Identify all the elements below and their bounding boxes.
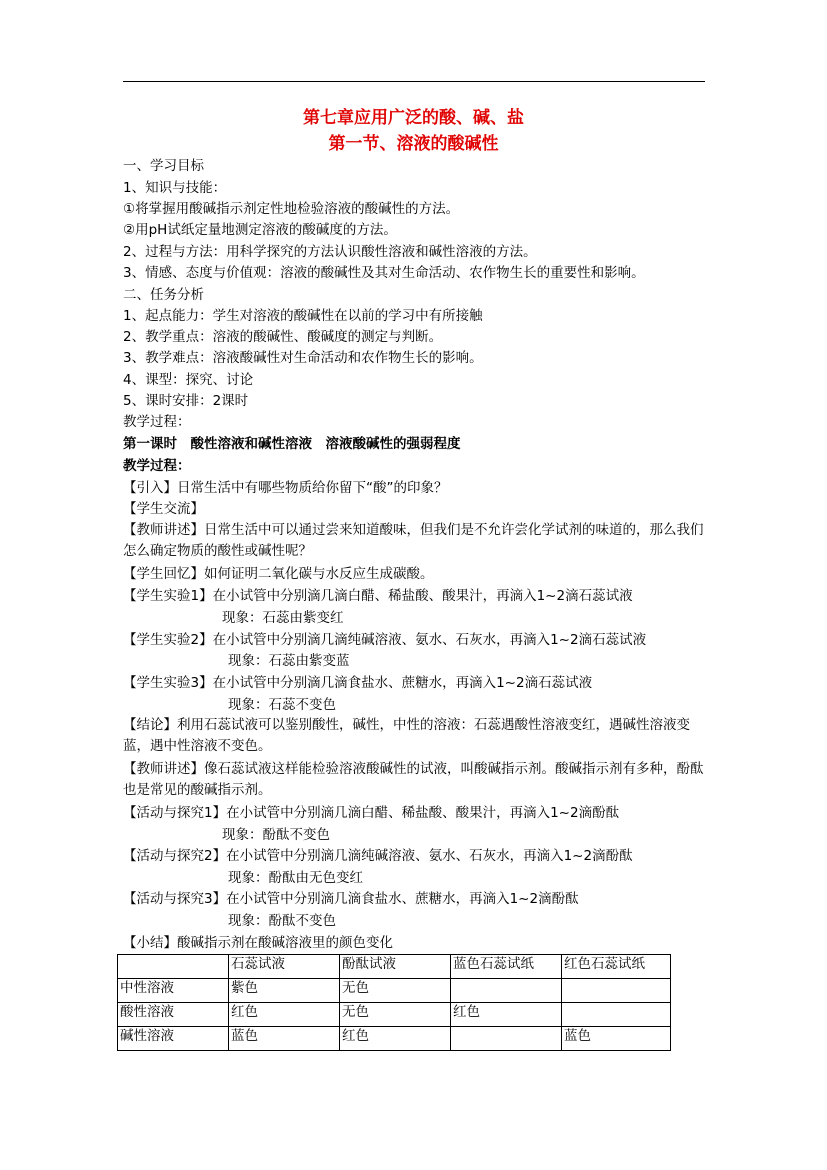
table-row xyxy=(118,1027,671,1051)
table-cell: 蓝色 xyxy=(562,1027,671,1051)
text-line: 【学生实验1】在小试管中分别滴几滴白醋、稀盐酸、酸果汁，再滴入1~2滴石蕊试液 xyxy=(123,588,633,604)
table-cell xyxy=(451,1027,562,1051)
text-line: 2、教学重点：溶液的酸碱性、酸碱度的测定与判断。 xyxy=(123,329,443,345)
text-line: 1、起点能力：学生对溶液的酸碱性在以前的学习中有所接触 xyxy=(123,308,483,324)
text-line: 教学过程： xyxy=(123,414,191,430)
table-cell: 无色 xyxy=(340,1003,451,1027)
lesson-heading: 第一课时 酸性溶液和碱性溶液 溶液酸碱性的强弱程度 xyxy=(123,436,461,452)
text-line: 【学生实验3】在小试管中分别滴几滴食盐水、蔗糖水，再滴入1~2滴石蕊试液 xyxy=(123,675,593,691)
table-cell: 红色 xyxy=(451,1003,562,1027)
table-cell: 红色石蕊试纸 xyxy=(562,955,671,979)
paragraph: 【结论】利用石蕊试液可以鉴别酸性，碱性，中性的溶液：石蕊遇酸性溶液变红，遇碱性溶液变蓝，遇中性溶液不变色。 xyxy=(123,717,690,754)
table-header-row xyxy=(118,955,671,979)
chapter-title: 第七章应用广泛的酸、碱、盐 xyxy=(303,108,524,128)
heading-objectives: 一、学习目标 xyxy=(123,158,204,174)
table-cell: 酸性溶液 xyxy=(118,1003,229,1027)
text-line: 3、情感、态度与价值观：溶液的酸碱性及其对生命活动、农作物生长的重要性和影响。 xyxy=(123,265,645,281)
text-line: ②用pH试纸定量地测定溶液的酸碱度的方法。 xyxy=(123,222,397,238)
table-cell: 无色 xyxy=(340,979,451,1003)
observation-line: 现象：石蕊由紫变蓝 xyxy=(228,653,350,669)
observation-line: 现象：石蕊由紫变红 xyxy=(222,610,344,626)
section-title: 第一节、溶液的酸碱性 xyxy=(328,134,499,154)
observation-line: 现象：酚酞不变色 xyxy=(222,827,330,843)
table-cell xyxy=(562,1003,671,1027)
text-line: 【学生回忆】如何证明二氧化碳与水反应生成碳酸。 xyxy=(123,566,434,582)
header-rule xyxy=(123,81,705,82)
table-cell: 石蕊试液 xyxy=(229,955,340,979)
table-row xyxy=(118,1003,671,1027)
observation-line: 现象：石蕊不变色 xyxy=(228,697,336,713)
process-heading: 教学过程： xyxy=(123,458,191,474)
heading-task-analysis: 二、任务分析 xyxy=(123,287,204,303)
text-line: 5、课时安排：2课时 xyxy=(123,393,249,409)
table-row xyxy=(118,979,671,1003)
table-cell: 红色 xyxy=(340,1027,451,1051)
observation-line: 现象：酚酞不变色 xyxy=(228,913,336,929)
indicator-color-table xyxy=(117,954,671,1051)
table-cell: 酚酞试液 xyxy=(340,955,451,979)
table-cell xyxy=(451,979,562,1003)
table-cell xyxy=(118,955,229,979)
text-line: 【小结】酸碱指示剂在酸碱溶液里的颜色变化 xyxy=(123,935,393,951)
text-line: 【活动与探究3】在小试管中分别滴几滴食盐水、蔗糖水，再滴入1~2滴酚酞 xyxy=(123,891,579,907)
table-cell: 紫色 xyxy=(229,979,340,1003)
text-line: 【学生交流】 xyxy=(123,501,204,517)
text-line: 4、课型：探究、讨论 xyxy=(123,372,254,388)
table-cell: 中性溶液 xyxy=(118,979,229,1003)
text-line: 3、教学难点：溶液酸碱性对生命活动和农作物生长的影响。 xyxy=(123,350,483,366)
text-line: 1、知识与技能： xyxy=(123,180,227,196)
paragraph: 【教师讲述】日常生活中可以通过尝来知道酸味，但我们是不允许尝化学试剂的味道的，那么我们怎么确定物质的酸性或碱性呢？ xyxy=(123,522,704,559)
table-cell xyxy=(562,979,671,1003)
text-line: 【活动与探究2】在小试管中分别滴几滴纯碱溶液、氨水、石灰水，再滴入1~2滴酚酞 xyxy=(123,848,633,864)
text-line: 【活动与探究1】在小试管中分别滴几滴白醋、稀盐酸、酸果汁，再滴入1~2滴酚酞 xyxy=(123,805,620,821)
table-cell: 蓝色 xyxy=(229,1027,340,1051)
text-line: 【学生实验2】在小试管中分别滴几滴纯碱溶液、氨水、石灰水，再滴入1~2滴石蕊试液 xyxy=(123,632,647,648)
table-cell: 碱性溶液 xyxy=(118,1027,229,1051)
text-line: 【引入】日常生活中有哪些物质给你留下“酸”的印象？ xyxy=(123,480,448,496)
table-cell: 红色 xyxy=(229,1003,340,1027)
table-cell: 蓝色石蕊试纸 xyxy=(451,955,562,979)
observation-line: 现象：酚酞由无色变红 xyxy=(228,870,363,886)
paragraph: 【教师讲述】像石蕊试液这样能检验溶液酸碱性的试液，叫酸碱指示剂。酸碱指示剂有多种，酚酞也是常见的酸碱指示剂。 xyxy=(123,761,704,798)
text-line: ①将掌握用酸碱指示剂定性地检验溶液的酸碱性的方法。 xyxy=(123,201,460,217)
text-line: 2、过程与方法：用科学探究的方法认识酸性溶液和碱性溶液的方法。 xyxy=(123,244,537,260)
